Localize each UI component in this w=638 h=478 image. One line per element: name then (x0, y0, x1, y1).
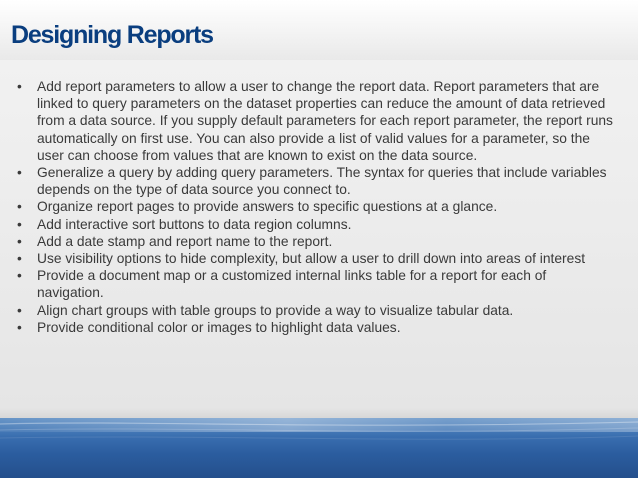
bullet-text: Add report parameters to allow a user to change the report data. Report parameters that are linked to query parameters on the dataset properties can reduce the amount of data retrieved from a data source. If you supply default parameters for each report parameter, the report runs automatically on first use. You can also provide a list of valid values for a parameter, so the user can choose from values that are known to exist on the data source. (37, 79, 613, 163)
bullet-icon: • (17, 79, 22, 94)
bullet-item (15, 164, 615, 198)
title-band (0, 0, 638, 60)
bullet-icon: • (17, 251, 22, 267)
bullet-item (15, 78, 615, 164)
slide-title: Designing Reports (11, 21, 213, 49)
bullet-icon: • (17, 319, 22, 335)
bullet-text: Provide conditional color or images to highlight data values. (37, 319, 401, 335)
footer-band (0, 418, 638, 478)
bullet-icon: • (17, 165, 22, 181)
bullet-icon: • (17, 216, 22, 232)
bullet-item (15, 233, 615, 250)
bullet-item (15, 216, 615, 233)
bullet-icon: • (17, 199, 22, 215)
bullet-text: Generalize a query by adding query parameters. The syntax for queries that include variables depends on the type of data source you connect to. (37, 165, 607, 198)
bullet-text: Use visibility options to hide complexity, but allow a user to drill down into areas of interest (37, 251, 586, 267)
bullet-item (15, 198, 615, 215)
bullet-icon: • (17, 268, 22, 284)
bullet-text: Align chart groups with table groups to provide a way to visualize tabular data. (37, 302, 514, 318)
bullet-text: Provide a document map or a customized internal links table for a report for each of navigation. (37, 268, 547, 301)
bullet-item (15, 302, 615, 319)
footer-decoration (0, 418, 638, 478)
bullet-icon: • (17, 302, 22, 318)
bullet-item (15, 319, 615, 336)
bullet-item (15, 250, 615, 267)
bullet-item (15, 267, 615, 301)
bullet-text: Add interactive sort buttons to data region columns. (37, 216, 352, 232)
footer-shadow (0, 408, 638, 418)
bullet-icon: • (17, 233, 22, 249)
bullet-list (15, 78, 615, 336)
bullet-text: Organize report pages to provide answers to specific questions at a glance. (37, 199, 498, 215)
bullet-text: Add a date stamp and report name to the report. (37, 233, 333, 249)
